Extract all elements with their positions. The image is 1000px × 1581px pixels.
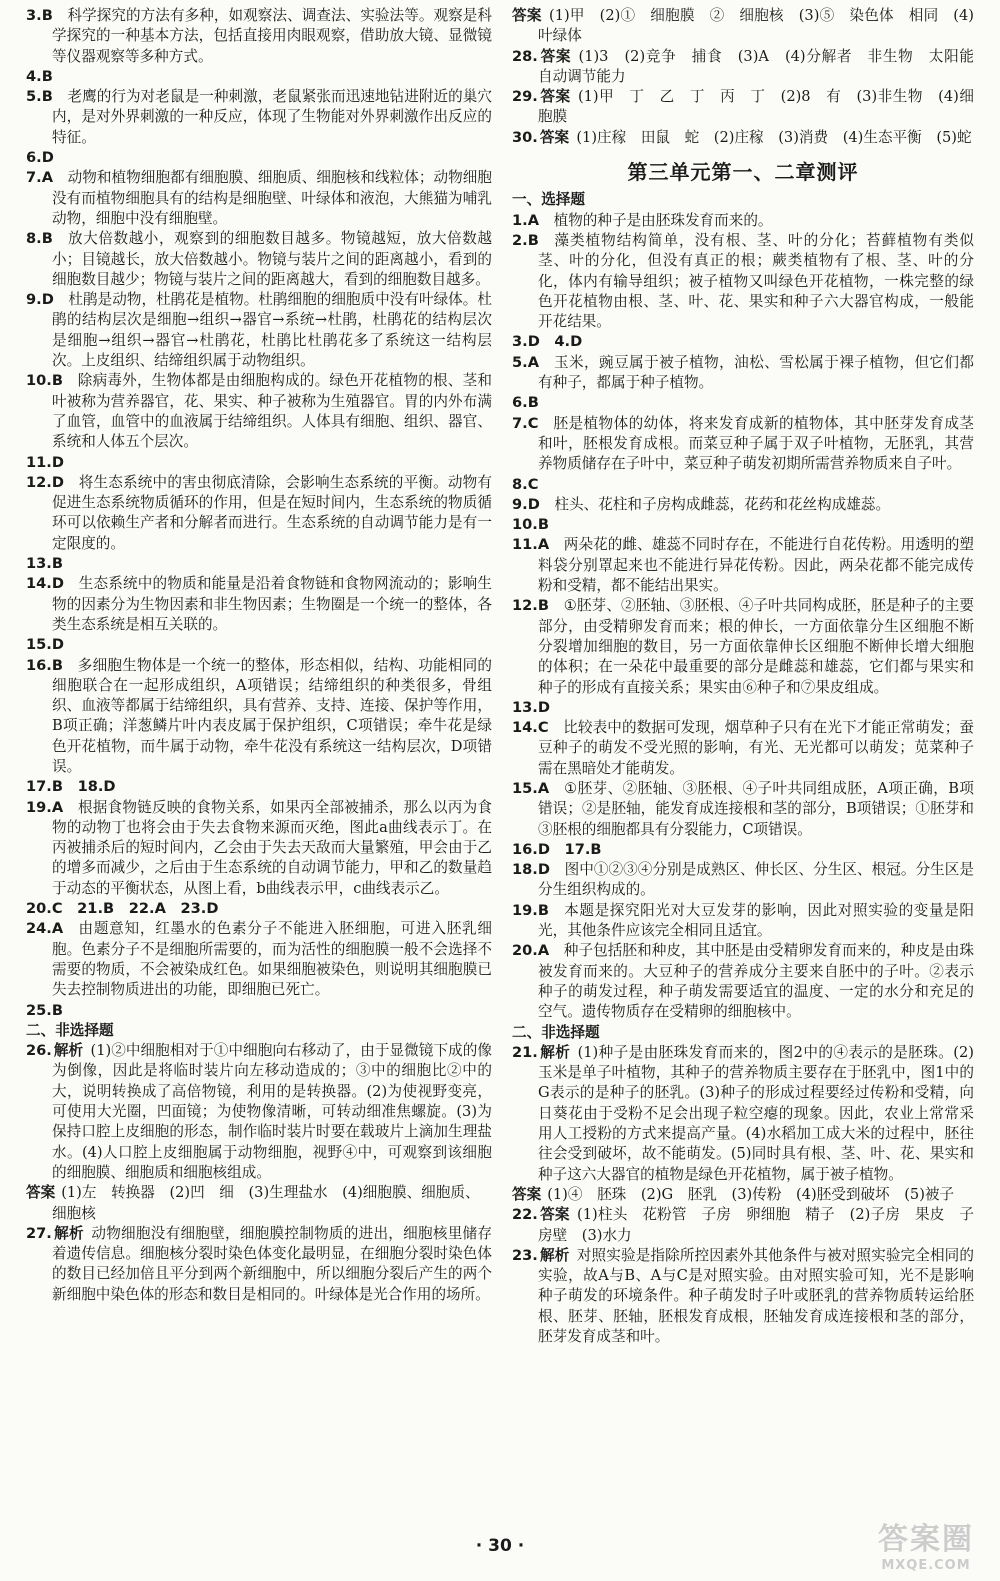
answer-label: 答案 (26, 1184, 56, 1202)
answer-item (26, 67, 492, 87)
explanation-text: 种子包括胚和种皮，其中胚是由受精卵发育而来的，种皮是由珠被发育而来的。大豆种子的营养成分主要来自胚中的子叶。②表示种子的萌发过程，种子萌发需要适宜的温度、一定的水分和充足的空气。遗传物质存在受精卵的细胞核中。 (538, 942, 974, 1021)
question-number: 19.A (26, 798, 64, 816)
explanation-text: (1)②中细胞相对于①中细胞向右移动了，由于显微镜下成的像为倒像，因此是将临时装片向左移动造成的；③中的细胞比②中的大，说明转换成了高倍物镜，利用的是转换器。(2)为使视野变亮，可使用大光圈，凹面镜；为使物像清晰，可转动细准焦螺旋。(3)为保持口腔上皮细胞的形态，制作临时装片时要在载玻片上滴加生理盐水。(4)人口腔上皮细胞属于动物细胞，视野④中，可观察到该细胞的细胞膜、细胞质和细胞核组成。 (52, 1042, 492, 1181)
question-number: 13.B (26, 555, 63, 573)
question-number: 21. (512, 1043, 538, 1061)
answer-item (512, 87, 974, 128)
question-number: 14.D (26, 575, 64, 593)
item-label: 解析 (539, 1246, 570, 1264)
question-number: 25.B (26, 1001, 63, 1019)
question-number: 27. (26, 1224, 52, 1242)
right-column (512, 6, 989, 1347)
question-number: 9.D (26, 291, 54, 309)
watermark-logo: 答案圈 MXQE.COM (878, 1522, 974, 1573)
answer-item (26, 899, 492, 919)
answer-item (26, 777, 492, 797)
question-number: 10.B (512, 516, 549, 534)
question-number: 3.B (26, 7, 53, 24)
explanation-text: ①胚芽、②胚轴、③胚根、④子叶共同组成胚，A项正确，B项错误；②是胚轴，能发育成连接根和茎的部分，B项错误；①胚芽和③胚根的细胞都具有分裂能力，C项错误。 (538, 779, 974, 838)
answer-item (26, 1041, 492, 1183)
question-number: 2.B (512, 231, 539, 249)
answer-item (512, 211, 974, 231)
answer-item (512, 1246, 974, 1347)
question-number: 16.D 17.B (512, 840, 602, 858)
answer-item (512, 6, 974, 47)
explanation-text: (1)甲 (2)① 细胞膜 ② 细胞核 (3)⑤ 染色体 相同 (4)叶绿体 (538, 7, 974, 45)
explanation-text: 将生态系统中的害虫彻底清除，会影响生态系统的平衡。动物有促进生态系统物质循环的作用，但是在短时间内，生态系统的物质循环可以依赖生产者和分解者而进行。生态系统的自动调节能力是有一定限度的。 (52, 473, 492, 552)
answer-item (26, 635, 492, 655)
answer-item (512, 47, 989, 88)
answer-item (26, 453, 492, 473)
explanation-text: 植物的种子是由胚珠发育而来的。 (553, 211, 773, 229)
question-number: 12.D (26, 473, 64, 491)
question-number: 18.D (512, 861, 550, 879)
answer-item (26, 1224, 492, 1305)
item-label: 答案 (539, 47, 572, 65)
explanation-text: 杜鹃是动物，杜鹃花是植物。杜鹃细胞的细胞质中没有叶绿体。杜鹃的结构层次是细胞→组织→器官→系统→杜鹃，杜鹃花的结构层次是细胞→组织→器官→杜鹃花，杜鹃比杜鹃花多了系统这一结构层次。上皮组织、结缔组织属于动物组织。 (52, 291, 492, 370)
question-number: 28. (512, 47, 538, 65)
answer-text: (1)左 转换器 (2)凹 细 (3)生理盐水 (4)细胞膜、细胞质、细胞核 (52, 1184, 480, 1222)
question-number: 13.D (512, 698, 550, 716)
answer-item (26, 919, 492, 1000)
section-heading: 二、非选择题 (512, 1023, 600, 1041)
explanation-text: 动物细胞没有细胞壁，细胞膜控制物质的进出，细胞核里储存着遗传信息。细胞核分裂时染色体变化最明显，在细胞分裂时染色体的数目已经加倍且平分到两个新细胞中，所以细胞分裂后产生的两个新细胞中染色体的形态和数目是相同的。叶绿体是光合作用的场所。 (52, 1224, 492, 1303)
question-number: 22. (512, 1206, 538, 1224)
answer-item (512, 840, 974, 860)
question-number: 24.A (26, 920, 64, 938)
section-heading: 二、非选择题 (26, 1021, 114, 1039)
answer-text: (1)④ 胚珠 (2)G 胚乳 (3)传粉 (4)胚受到破坏 (5)被子 (547, 1185, 955, 1203)
question-number: 6.B (512, 394, 539, 412)
section-heading: 一、选择题 (512, 191, 585, 209)
explanation-text: 胚是植物体的幼体，将来发育成新的植物体，其中胚芽发育成茎和叶，胚根发育成根。而菜豆种子属于双子叶植物，无胚乳，其营养物质储存在子叶中，菜豆种子萌发初期所需营养物质来自子叶。 (538, 414, 974, 473)
question-number: 3.D 4.D (512, 333, 583, 351)
answer-item (26, 6, 492, 67)
answer-item (512, 698, 974, 718)
answer-item (26, 473, 492, 554)
answer-item (26, 148, 492, 168)
answer-item (512, 596, 974, 697)
answer-item (26, 87, 492, 148)
question-number: 5.A (512, 353, 539, 371)
explanation-text: 老鹰的行为对老鼠是一种刺激，老鼠紧张而迅速地钻进附近的巢穴内，是对外界刺激的一种反应，体现了生物能对外界刺激作出反应的特征。 (52, 88, 492, 146)
answer-item (512, 414, 974, 475)
answer-item (512, 535, 974, 596)
question-number: 5.B (26, 88, 53, 106)
explanation-text: 本题是探究阳光对大豆发芽的影响，因此对照实验的变量是阳光，其他条件应该完全相同且适宜。 (538, 901, 974, 940)
explanation-text: 玉米，豌豆属于被子植物，油松、雪松属于裸子植物，但它们都有种子，都属于种子植物。 (538, 353, 974, 392)
answer-item (512, 393, 974, 413)
item-label: 答案 (539, 1206, 570, 1224)
answer-item (26, 554, 492, 574)
question-number: 12.B (512, 597, 549, 615)
question-number: 8.B (26, 230, 53, 248)
explanation-text: (1)种子是由胚珠发育而来的，图2中的④表示的是胚珠。(2)玉米是单子叶植物，其种子的营养物质主要存在于胚乳中，图1中的G表示的是种子的胚乳。(3)种子的形成过程要经过传粉和受精，向日葵花由于受粉不足会出现子粒空瘪的现象。因此，农业上常常采用人工授粉的方式来提高产量。(4)水稻加工成大米的过程中，胚往往会受到破坏，故不能萌发。(5)同时具有根、茎、叶、花、果实和种子这六大器官的植物是绿色开花植物，属于被子植物。 (538, 1043, 974, 1183)
answer-item (512, 941, 974, 1022)
item-label: 答案 (539, 128, 570, 146)
answer-item (512, 332, 974, 352)
explanation-text: (1)庄稼 田鼠 蛇 (2)庄稼 (3)消费 (4)生态平衡 (5)蛇 (576, 128, 972, 146)
answer-label: 答案 (512, 1185, 542, 1203)
question-number: 15.D (26, 636, 64, 654)
explanation-text: 图中①②③④分别是成熟区、伸长区、分生区、根冠。分生区是分生组织构成的。 (538, 861, 974, 899)
explanation-text: (1)3 (2)竞争 捕食 (3)A (4)分解者 非生物 太阳能 自动调节能力 (538, 47, 989, 85)
question-number: 10.B (26, 372, 63, 390)
explanation-text: 对照实验是指除所控因素外其他条件与被对照实验完全相同的实验，故A与B、A与C是对照实验。由对照实验可知，光不是影响种子萌发的环境条件。种子萌发时子叶或胚乳的营养物质转运给胚根、胚芽、胚轴，胚根发育成根，胚轴发育成连接根和茎的部分，胚芽发育成茎和叶。 (538, 1246, 974, 1345)
left-column (26, 6, 492, 1305)
question-number: 8.C (512, 475, 539, 493)
question-number: 20.C 21.B 22.A 23.D (26, 900, 219, 918)
explanation-text: 根据食物链反映的食物关系，如果丙全部被捕杀，那么以丙为食物的动物丁也将会由于失去食物来源而灭绝，图此a曲线表示丁。在丙被捕杀后的短时间内，乙会由于失去天敌而大量繁殖，甲会由于乙的增多而减少，之后由于生态系统的自动调节能力，甲和乙的数量趋于动态的平衡状态，从图上看，b曲线表示甲，c曲线表示乙。 (52, 798, 492, 897)
explanation-text: 两朵花的雌、雄蕊不同时存在，不能进行自花传粉。用透明的塑料袋分别罩起来也不能进行异花传粉。因此，两朵花都不能完成传粉和受精，都不能结出果实。 (538, 536, 974, 595)
answer-item (26, 574, 492, 635)
answer-item (512, 1043, 974, 1185)
question-number: 14.C (512, 719, 549, 737)
question-number: 17.B 18.D (26, 778, 116, 796)
answer-item (512, 901, 974, 942)
question-number: 9.D (512, 495, 540, 513)
explanation-text: 多细胞生物体是一个统一的整体，形态相似，结构、功能相同的细胞联合在一起形成组织，A项错误；结缔组织的种类很多，骨组织、血液等都属于结缔组织，具有营养、支持、连接、保护等作用，B项正确；洋葱鳞片叶内表皮属于保护组织，C项错误；牵牛花是绿色开花植物，而牛属于动物，牵牛花没有系统这一结构层次，D项错误。 (52, 656, 492, 775)
question-number: 11.A (512, 536, 550, 554)
answer-item (512, 515, 974, 535)
explanation-text: 放大倍数越小，观察到的细胞数目越多。物镜越短，放大倍数越小；目镜越长，放大倍数越小。物镜与装片之间的距离越小，看到的细胞数目越少；物镜与装片之间的距离越大，看到的细胞数目越多。 (52, 230, 492, 288)
item-label: 解析 (53, 1224, 84, 1242)
question-number: 19.B (512, 901, 549, 919)
explanation-text: 除病毒外，生物体都是由细胞构成的。绿色开花植物的根、茎和叶被称为营养器官，花、果实、种子被称为生殖器官。胃的内外布满了血管，血管中的血液属于结缔组织。人体具有细胞、组织、器官、系统和人体五个层次。 (52, 372, 492, 451)
answer-line (512, 1185, 974, 1205)
unit-title: 第三单元第一、二章测评 (627, 160, 859, 185)
question-number: 23. (512, 1246, 538, 1264)
item-label: 解析 (539, 1043, 571, 1061)
answer-item (512, 860, 974, 901)
item-label: 答案 (512, 7, 542, 24)
answer-item (26, 168, 492, 229)
question-number: 15.A (512, 779, 550, 797)
question-number: 7.A (26, 169, 53, 187)
answer-line (26, 1183, 492, 1224)
explanation-text: (1)甲 丁 乙 丁 丙 丁 (2)8 有 (3)非生物 (4)细胞膜 (538, 88, 974, 126)
question-number: 4.B (26, 67, 53, 85)
question-number: 6.D (26, 149, 54, 167)
answer-item (512, 718, 974, 779)
answer-item (26, 1001, 492, 1021)
question-number: 30. (512, 128, 538, 146)
answer-item (512, 1205, 974, 1246)
page-number: · 30 · (475, 1536, 525, 1556)
answer-item (26, 798, 492, 899)
answer-item (512, 353, 974, 394)
question-number: 16.B (26, 656, 63, 674)
explanation-text: 柱头、花柱和子房构成雌蕊，花药和花丝构成雄蕊。 (554, 495, 891, 513)
answer-item (26, 290, 492, 371)
question-number: 1.A (512, 211, 539, 229)
question-number: 11.D (26, 453, 64, 471)
explanation-text: (1)柱头 花粉管 子房 卵细胞 精子 (2)子房 果皮 子房壁 (3)水力 (538, 1206, 974, 1244)
answer-item (512, 779, 974, 840)
explanation-text: 比较表中的数据可发现，烟草种子只有在光下才能正常萌发；蚕豆种子的萌发不受光照的影响，有光、无光都可以萌发；苋菜种子需在黑暗处才能萌发。 (538, 719, 974, 777)
question-number: 7.C (512, 414, 539, 432)
answer-item (512, 475, 974, 495)
explanation-text: 生态系统中的物质和能量是沿着食物链和食物网流动的；影响生物的因素分为生物因素和非生物因素；生物圈是一个统一的整体，各类生态系统是相互关联的。 (52, 575, 492, 633)
answer-item (512, 128, 974, 148)
answer-item (26, 371, 492, 452)
explanation-text: 科学探究的方法有多种，如观察法、调查法、实验法等。观察是科学探究的一种基本方法，包括直接用肉眼观察，借助放大镜、显微镜等仪器观察等多种方式。 (52, 7, 492, 65)
explanation-text: 藻类植物结构简单，没有根、茎、叶的分化；苔藓植物有类似茎、叶的分化，但没有真正的根；蕨类植物有了根、茎、叶的分化，体内有输导组织；被子植物又叫绿色开花植物，一株完整的绿色开花植物由根、茎、叶、花、果实和种子六大器官构成，一般能开花结果。 (538, 231, 974, 331)
item-label: 答案 (539, 88, 571, 106)
answer-item (26, 656, 492, 778)
question-number: 29. (512, 88, 538, 106)
explanation-text: ①胚芽、②胚轴、③胚根、④子叶共同构成胚，胚是种子的主要部分，由受精卵发育而来；根的伸长，一方面依靠分生区细胞不断分裂增加细胞的数目，另一方面依靠伸长区细胞不断伸长增大细胞的体积；在一朵花中最重要的部分是雌蕊和雄蕊，它们都与果实和种子的形成有直接关系；果实由⑥种子和⑦果皮组成。 (538, 597, 974, 696)
answer-item (512, 495, 974, 515)
explanation-text: 由题意知，红墨水的色素分子不能进入胚细胞，可进入胚乳细胞。色素分子不是细胞所需要的，而为活性的细胞膜一般不会选择不需要的物质，不会被染成红色。如果细胞被染色，则说明其细胞膜已失去控制物质进出的功能，即细胞已死亡。 (52, 920, 492, 999)
item-label: 解析 (53, 1042, 84, 1060)
answer-item (512, 231, 974, 332)
question-number: 26. (26, 1042, 52, 1060)
question-number: 20.A (512, 942, 550, 960)
explanation-text: 动物和植物细胞都有细胞膜、细胞质、细胞核和线粒体；动物细胞没有而植物细胞具有的结构是细胞壁、叶绿体和液泡，大熊猫为哺乳动物，细胞中没有细胞壁。 (52, 169, 492, 227)
answer-item (26, 229, 492, 290)
